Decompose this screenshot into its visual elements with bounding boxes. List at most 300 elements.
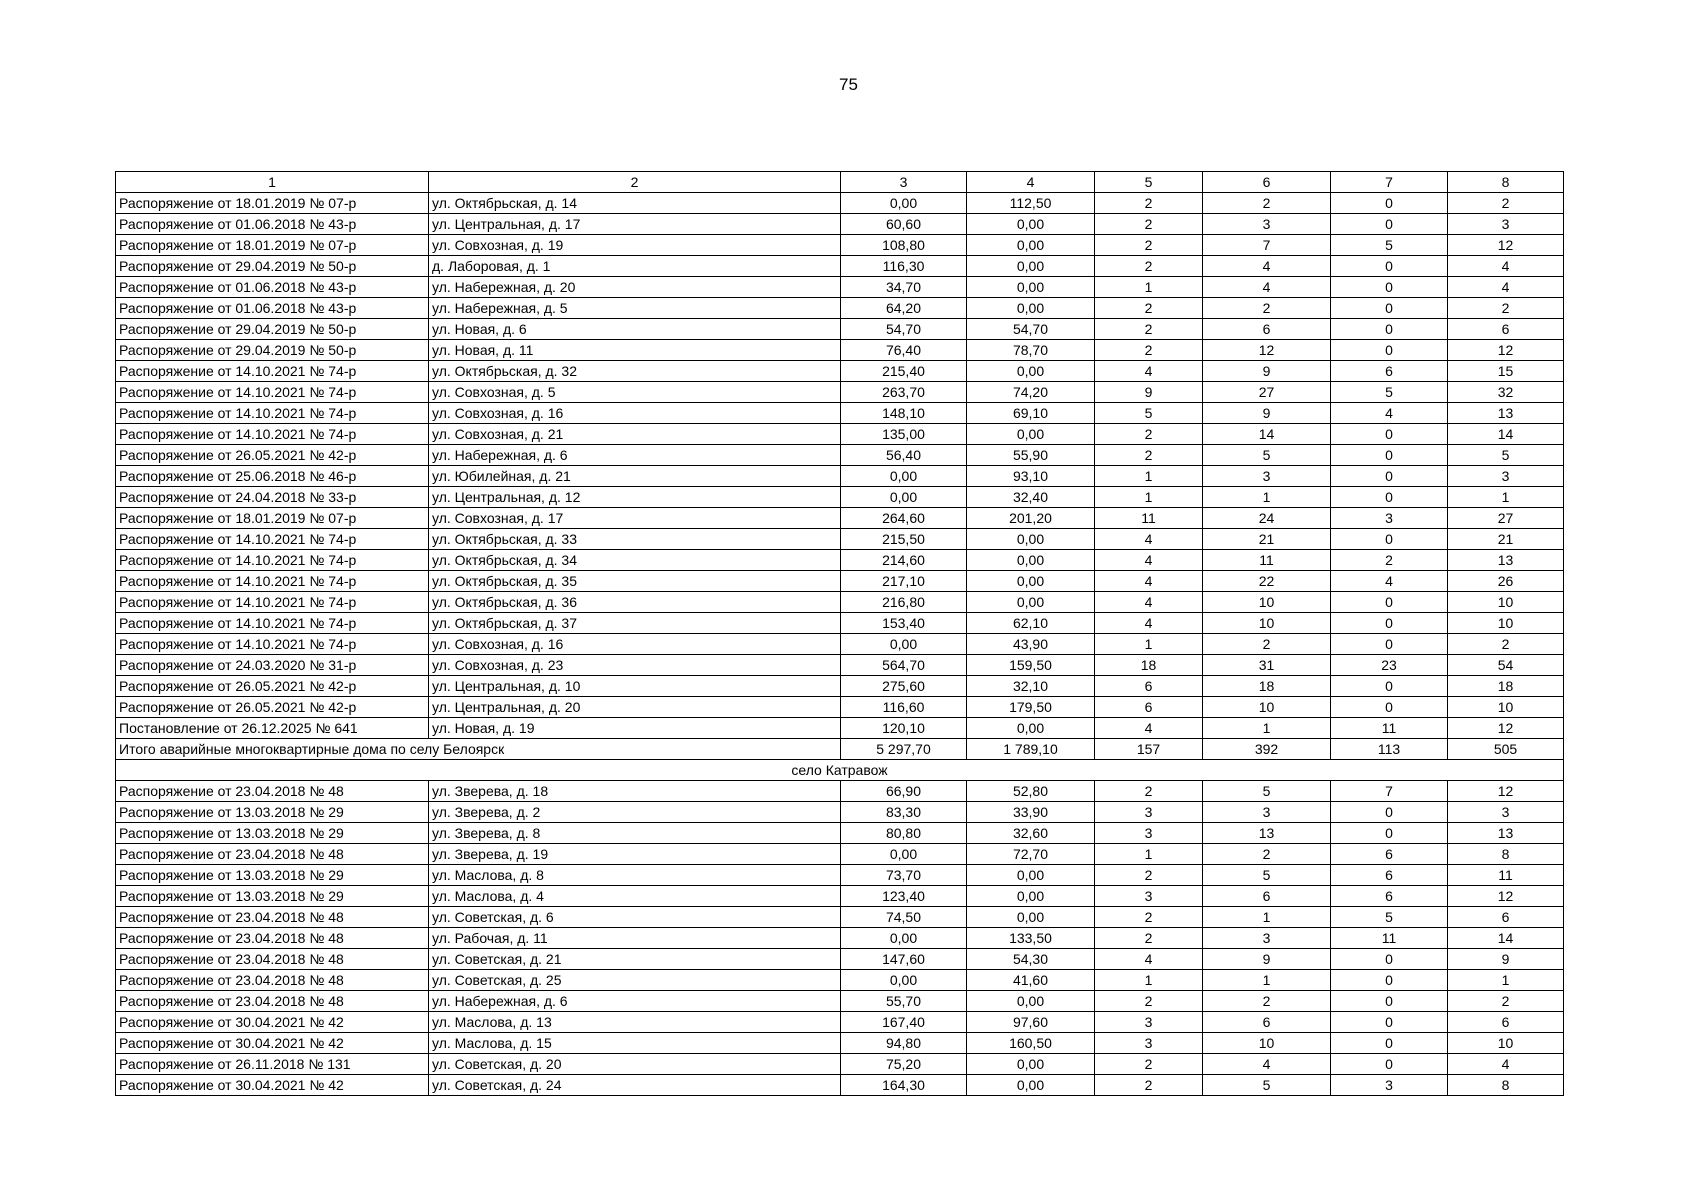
value-cell: 54,30	[967, 949, 1095, 970]
value-cell: 0	[1331, 340, 1448, 361]
value-cell: 2	[1095, 340, 1203, 361]
value-cell: 12	[1448, 781, 1564, 802]
value-cell: 0	[1331, 697, 1448, 718]
value-cell: 164,30	[841, 1075, 967, 1096]
total-value-cell: 157	[1095, 739, 1203, 760]
value-cell: 66,90	[841, 781, 967, 802]
value-cell: 3	[1095, 823, 1203, 844]
value-cell: 0	[1331, 949, 1448, 970]
address-cell: ул. Маслова, д. 4	[429, 886, 841, 907]
value-cell: 217,10	[841, 571, 967, 592]
column-number-cell: 3	[841, 172, 967, 193]
value-cell: 12	[1448, 718, 1564, 739]
value-cell: 3	[1448, 214, 1564, 235]
value-cell: 3	[1203, 466, 1331, 487]
value-cell: 1	[1095, 277, 1203, 298]
value-cell: 0,00	[967, 907, 1095, 928]
table-row	[116, 193, 1564, 214]
value-cell: 9	[1203, 403, 1331, 424]
value-cell: 12	[1448, 340, 1564, 361]
address-cell: ул. Совхозная, д. 5	[429, 382, 841, 403]
value-cell: 3	[1331, 1075, 1448, 1096]
value-cell: 15	[1448, 361, 1564, 382]
table-row	[116, 214, 1564, 235]
value-cell: 6	[1095, 676, 1203, 697]
value-cell: 10	[1448, 1033, 1564, 1054]
value-cell: 2	[1095, 298, 1203, 319]
value-cell: 4	[1331, 403, 1448, 424]
document-cell: Распоряжение от 24.03.2020 № 31-р	[116, 655, 429, 676]
value-cell: 1	[1448, 487, 1564, 508]
value-cell: 0	[1331, 256, 1448, 277]
table-row	[116, 529, 1564, 550]
document-cell: Распоряжение от 26.05.2021 № 42-р	[116, 676, 429, 697]
document-cell: Распоряжение от 18.01.2019 № 07-р	[116, 235, 429, 256]
column-number-cell: 6	[1203, 172, 1331, 193]
value-cell: 0	[1331, 487, 1448, 508]
address-cell: ул. Маслова, д. 8	[429, 865, 841, 886]
value-cell: 41,60	[967, 970, 1095, 991]
address-cell: ул. Советская, д. 6	[429, 907, 841, 928]
value-cell: 3	[1203, 928, 1331, 949]
table-row	[116, 592, 1564, 613]
column-number-cell: 1	[116, 172, 429, 193]
value-cell: 2	[1203, 193, 1331, 214]
table-row	[116, 361, 1564, 382]
total-value-cell: 5 297,70	[841, 739, 967, 760]
column-number-cell: 2	[429, 172, 841, 193]
value-cell: 0,00	[841, 193, 967, 214]
value-cell: 0,00	[841, 466, 967, 487]
value-cell: 0,00	[967, 1054, 1095, 1075]
document-cell: Распоряжение от 23.04.2018 № 48	[116, 781, 429, 802]
value-cell: 6	[1331, 865, 1448, 886]
address-cell: ул. Октябрьская, д. 33	[429, 529, 841, 550]
document-cell: Распоряжение от 30.04.2021 № 42	[116, 1075, 429, 1096]
value-cell: 0	[1331, 193, 1448, 214]
value-cell: 54,70	[841, 319, 967, 340]
value-cell: 0,00	[967, 991, 1095, 1012]
document-cell: Распоряжение от 18.01.2019 № 07-р	[116, 508, 429, 529]
address-cell: ул. Октябрьская, д. 34	[429, 550, 841, 571]
value-cell: 1	[1448, 970, 1564, 991]
value-cell: 4	[1095, 361, 1203, 382]
address-cell: ул. Набережная, д. 20	[429, 277, 841, 298]
table-row	[116, 424, 1564, 445]
document-cell: Распоряжение от 14.10.2021 № 74-р	[116, 361, 429, 382]
document-cell: Распоряжение от 26.05.2021 № 42-р	[116, 697, 429, 718]
table-row	[116, 781, 1564, 802]
value-cell: 2	[1095, 319, 1203, 340]
document-cell: Распоряжение от 23.04.2018 № 48	[116, 907, 429, 928]
table-row	[116, 634, 1564, 655]
document-cell: Распоряжение от 14.10.2021 № 74-р	[116, 403, 429, 424]
value-cell: 27	[1448, 508, 1564, 529]
value-cell: 153,40	[841, 613, 967, 634]
value-cell: 2	[1095, 907, 1203, 928]
value-cell: 10	[1448, 613, 1564, 634]
value-cell: 13	[1448, 823, 1564, 844]
table-row	[116, 613, 1564, 634]
address-cell: ул. Набережная, д. 6	[429, 991, 841, 1012]
total-value-cell: 1 789,10	[967, 739, 1095, 760]
value-cell: 14	[1448, 928, 1564, 949]
column-number-cell: 7	[1331, 172, 1448, 193]
value-cell: 2	[1095, 991, 1203, 1012]
value-cell: 9	[1203, 949, 1331, 970]
value-cell: 116,60	[841, 697, 967, 718]
value-cell: 116,30	[841, 256, 967, 277]
address-cell: ул. Советская, д. 24	[429, 1075, 841, 1096]
value-cell: 10	[1448, 697, 1564, 718]
value-cell: 10	[1203, 697, 1331, 718]
value-cell: 0,00	[967, 1075, 1095, 1096]
value-cell: 1	[1203, 487, 1331, 508]
table-row	[116, 991, 1564, 1012]
value-cell: 4	[1095, 718, 1203, 739]
table-row	[116, 823, 1564, 844]
table-row	[116, 256, 1564, 277]
value-cell: 1	[1095, 844, 1203, 865]
table-row	[116, 508, 1564, 529]
value-cell: 24	[1203, 508, 1331, 529]
value-cell: 1	[1203, 718, 1331, 739]
value-cell: 0,00	[967, 298, 1095, 319]
table-row	[116, 1033, 1564, 1054]
value-cell: 23	[1331, 655, 1448, 676]
value-cell: 2	[1448, 298, 1564, 319]
value-cell: 4	[1095, 571, 1203, 592]
value-cell: 32,60	[967, 823, 1095, 844]
value-cell: 108,80	[841, 235, 967, 256]
value-cell: 0	[1331, 823, 1448, 844]
value-cell: 80,80	[841, 823, 967, 844]
value-cell: 2	[1095, 781, 1203, 802]
value-cell: 6	[1331, 886, 1448, 907]
value-cell: 3	[1095, 886, 1203, 907]
value-cell: 275,60	[841, 676, 967, 697]
table-row	[116, 235, 1564, 256]
value-cell: 0	[1331, 298, 1448, 319]
page-number: 75	[839, 75, 858, 94]
table-row	[116, 487, 1564, 508]
value-cell: 0,00	[967, 886, 1095, 907]
value-cell: 54,70	[967, 319, 1095, 340]
table-row	[116, 907, 1564, 928]
value-cell: 0	[1331, 214, 1448, 235]
address-cell: ул. Центральная, д. 10	[429, 676, 841, 697]
housing-table	[115, 171, 1564, 1096]
value-cell: 2	[1095, 445, 1203, 466]
address-cell: ул. Набережная, д. 5	[429, 298, 841, 319]
value-cell: 31	[1203, 655, 1331, 676]
document-cell: Распоряжение от 01.06.2018 № 43-р	[116, 214, 429, 235]
value-cell: 0	[1331, 676, 1448, 697]
value-cell: 0	[1331, 634, 1448, 655]
value-cell: 54	[1448, 655, 1564, 676]
table-row	[116, 1075, 1564, 1096]
value-cell: 11	[1095, 508, 1203, 529]
table-row	[116, 697, 1564, 718]
value-cell: 0,00	[967, 550, 1095, 571]
document-cell: Распоряжение от 23.04.2018 № 48	[116, 949, 429, 970]
value-cell: 0,00	[967, 214, 1095, 235]
value-cell: 2	[1095, 1075, 1203, 1096]
value-cell: 26	[1448, 571, 1564, 592]
value-cell: 0,00	[967, 571, 1095, 592]
total-value-cell: 392	[1203, 739, 1331, 760]
value-cell: 7	[1203, 235, 1331, 256]
value-cell: 263,70	[841, 382, 967, 403]
total-value-cell: 113	[1331, 739, 1448, 760]
value-cell: 159,50	[967, 655, 1095, 676]
address-cell: ул. Октябрьская, д. 37	[429, 613, 841, 634]
value-cell: 215,40	[841, 361, 967, 382]
address-cell: ул. Советская, д. 21	[429, 949, 841, 970]
address-cell: ул. Совхозная, д. 19	[429, 235, 841, 256]
value-cell: 74,50	[841, 907, 967, 928]
value-cell: 4	[1448, 277, 1564, 298]
address-cell: ул. Маслова, д. 13	[429, 1012, 841, 1033]
column-number-cell: 4	[967, 172, 1095, 193]
document-cell: Распоряжение от 29.04.2019 № 50-р	[116, 256, 429, 277]
value-cell: 0	[1331, 445, 1448, 466]
value-cell: 76,40	[841, 340, 967, 361]
document-cell: Распоряжение от 23.04.2018 № 48	[116, 991, 429, 1012]
value-cell: 18	[1095, 655, 1203, 676]
value-cell: 2	[1095, 424, 1203, 445]
value-cell: 34,70	[841, 277, 967, 298]
value-cell: 216,80	[841, 592, 967, 613]
value-cell: 4	[1448, 1054, 1564, 1075]
value-cell: 1	[1203, 970, 1331, 991]
value-cell: 0,00	[967, 529, 1095, 550]
value-cell: 7	[1331, 781, 1448, 802]
value-cell: 0	[1331, 466, 1448, 487]
value-cell: 3	[1203, 214, 1331, 235]
address-cell: ул. Совхозная, д. 23	[429, 655, 841, 676]
value-cell: 64,20	[841, 298, 967, 319]
document-cell: Распоряжение от 24.04.2018 № 33-р	[116, 487, 429, 508]
value-cell: 0,00	[967, 865, 1095, 886]
value-cell: 56,40	[841, 445, 967, 466]
table-row	[116, 865, 1564, 886]
address-cell: ул. Новая, д. 11	[429, 340, 841, 361]
address-cell: ул. Октябрьская, д. 35	[429, 571, 841, 592]
value-cell: 214,60	[841, 550, 967, 571]
table-row	[116, 277, 1564, 298]
value-cell: 6	[1331, 361, 1448, 382]
value-cell: 74,20	[967, 382, 1095, 403]
value-cell: 2	[1448, 193, 1564, 214]
table-row	[116, 655, 1564, 676]
table-body	[116, 172, 1564, 1096]
value-cell: 2	[1095, 1054, 1203, 1075]
value-cell: 0	[1331, 613, 1448, 634]
address-cell: ул. Совхозная, д. 16	[429, 634, 841, 655]
total-label: Итого аварийные многоквартирные дома по селу Белоярск	[116, 739, 841, 760]
document-cell: Распоряжение от 01.06.2018 № 43-р	[116, 277, 429, 298]
document-cell: Распоряжение от 18.01.2019 № 07-р	[116, 193, 429, 214]
value-cell: 21	[1448, 529, 1564, 550]
document-cell: Распоряжение от 29.04.2019 № 50-р	[116, 340, 429, 361]
value-cell: 2	[1095, 928, 1203, 949]
value-cell: 2	[1095, 193, 1203, 214]
table-row	[116, 970, 1564, 991]
total-row	[116, 739, 1564, 760]
address-cell: ул. Советская, д. 20	[429, 1054, 841, 1075]
document-cell: Распоряжение от 30.04.2021 № 42	[116, 1012, 429, 1033]
table-row	[116, 445, 1564, 466]
address-cell: ул. Новая, д. 19	[429, 718, 841, 739]
value-cell: 11	[1331, 718, 1448, 739]
document-cell: Распоряжение от 14.10.2021 № 74-р	[116, 592, 429, 613]
document-cell: Распоряжение от 14.10.2021 № 74-р	[116, 382, 429, 403]
column-number-cell: 8	[1448, 172, 1564, 193]
value-cell: 12	[1448, 886, 1564, 907]
value-cell: 4	[1095, 592, 1203, 613]
document-cell: Распоряжение от 13.03.2018 № 29	[116, 865, 429, 886]
value-cell: 3	[1203, 802, 1331, 823]
value-cell: 0	[1331, 1033, 1448, 1054]
value-cell: 3	[1448, 466, 1564, 487]
table-row	[116, 466, 1564, 487]
document-cell: Распоряжение от 14.10.2021 № 74-р	[116, 634, 429, 655]
table-row	[116, 886, 1564, 907]
address-cell: ул. Октябрьская, д. 36	[429, 592, 841, 613]
value-cell: 5	[1331, 382, 1448, 403]
value-cell: 6	[1203, 319, 1331, 340]
document-cell: Распоряжение от 23.04.2018 № 48	[116, 844, 429, 865]
value-cell: 72,70	[967, 844, 1095, 865]
value-cell: 5	[1331, 907, 1448, 928]
value-cell: 0,00	[841, 928, 967, 949]
table-row	[116, 403, 1564, 424]
value-cell: 12	[1203, 340, 1331, 361]
value-cell: 5	[1203, 1075, 1331, 1096]
value-cell: 0	[1331, 1012, 1448, 1033]
value-cell: 3	[1448, 802, 1564, 823]
value-cell: 13	[1203, 823, 1331, 844]
value-cell: 133,50	[967, 928, 1095, 949]
address-cell: ул. Октябрьская, д. 14	[429, 193, 841, 214]
value-cell: 93,10	[967, 466, 1095, 487]
value-cell: 1	[1095, 970, 1203, 991]
value-cell: 4	[1203, 1054, 1331, 1075]
table-row	[116, 1012, 1564, 1033]
value-cell: 1	[1095, 487, 1203, 508]
table-row	[116, 928, 1564, 949]
value-cell: 21	[1203, 529, 1331, 550]
value-cell: 22	[1203, 571, 1331, 592]
value-cell: 1	[1203, 907, 1331, 928]
value-cell: 14	[1203, 424, 1331, 445]
value-cell: 0,00	[967, 592, 1095, 613]
value-cell: 264,60	[841, 508, 967, 529]
document-cell: Распоряжение от 13.03.2018 № 29	[116, 886, 429, 907]
address-cell: д. Лаборовая, д. 1	[429, 256, 841, 277]
value-cell: 97,60	[967, 1012, 1095, 1033]
value-cell: 6	[1448, 1012, 1564, 1033]
address-cell: ул. Совхозная, д. 17	[429, 508, 841, 529]
address-cell: ул. Маслова, д. 15	[429, 1033, 841, 1054]
value-cell: 0,00	[841, 844, 967, 865]
value-cell: 2	[1095, 214, 1203, 235]
value-cell: 215,50	[841, 529, 967, 550]
table-row	[116, 319, 1564, 340]
value-cell: 0,00	[967, 718, 1095, 739]
value-cell: 11	[1203, 550, 1331, 571]
address-cell: ул. Рабочая, д. 11	[429, 928, 841, 949]
value-cell: 5	[1203, 865, 1331, 886]
table-row	[116, 298, 1564, 319]
value-cell: 4	[1095, 949, 1203, 970]
value-cell: 4	[1095, 529, 1203, 550]
value-cell: 4	[1095, 613, 1203, 634]
value-cell: 4	[1203, 277, 1331, 298]
address-cell: ул. Зверева, д. 2	[429, 802, 841, 823]
address-cell: ул. Набережная, д. 6	[429, 445, 841, 466]
value-cell: 0,00	[967, 361, 1095, 382]
value-cell: 3	[1331, 508, 1448, 529]
value-cell: 0	[1331, 319, 1448, 340]
value-cell: 43,90	[967, 634, 1095, 655]
value-cell: 0	[1331, 1054, 1448, 1075]
table-row	[116, 949, 1564, 970]
value-cell: 2	[1331, 550, 1448, 571]
value-cell: 11	[1331, 928, 1448, 949]
column-number-cell: 5	[1095, 172, 1203, 193]
document-cell: Распоряжение от 14.10.2021 № 74-р	[116, 613, 429, 634]
table-row	[116, 802, 1564, 823]
value-cell: 32	[1448, 382, 1564, 403]
value-cell: 33,90	[967, 802, 1095, 823]
table-row	[116, 844, 1564, 865]
value-cell: 564,70	[841, 655, 967, 676]
value-cell: 5	[1331, 235, 1448, 256]
value-cell: 2	[1095, 235, 1203, 256]
value-cell: 62,10	[967, 613, 1095, 634]
address-cell: ул. Зверева, д. 8	[429, 823, 841, 844]
value-cell: 0	[1331, 529, 1448, 550]
value-cell: 32,10	[967, 676, 1095, 697]
value-cell: 60,60	[841, 214, 967, 235]
value-cell: 6	[1203, 886, 1331, 907]
address-cell: ул. Совхозная, д. 16	[429, 403, 841, 424]
value-cell: 6	[1331, 844, 1448, 865]
value-cell: 1	[1095, 634, 1203, 655]
value-cell: 14	[1448, 424, 1564, 445]
table-row	[116, 382, 1564, 403]
value-cell: 83,30	[841, 802, 967, 823]
value-cell: 27	[1203, 382, 1331, 403]
value-cell: 13	[1448, 403, 1564, 424]
value-cell: 0,00	[967, 277, 1095, 298]
value-cell: 4	[1331, 571, 1448, 592]
table-row	[116, 550, 1564, 571]
section-title: село Катравож	[116, 760, 1564, 781]
value-cell: 6	[1203, 1012, 1331, 1033]
address-cell: ул. Центральная, д. 12	[429, 487, 841, 508]
document-cell: Распоряжение от 14.10.2021 № 74-р	[116, 550, 429, 571]
value-cell: 2	[1095, 256, 1203, 277]
value-cell: 135,00	[841, 424, 967, 445]
value-cell: 0	[1331, 970, 1448, 991]
value-cell: 112,50	[967, 193, 1095, 214]
value-cell: 10	[1448, 592, 1564, 613]
value-cell: 8	[1448, 1075, 1564, 1096]
address-cell: ул. Советская, д. 25	[429, 970, 841, 991]
